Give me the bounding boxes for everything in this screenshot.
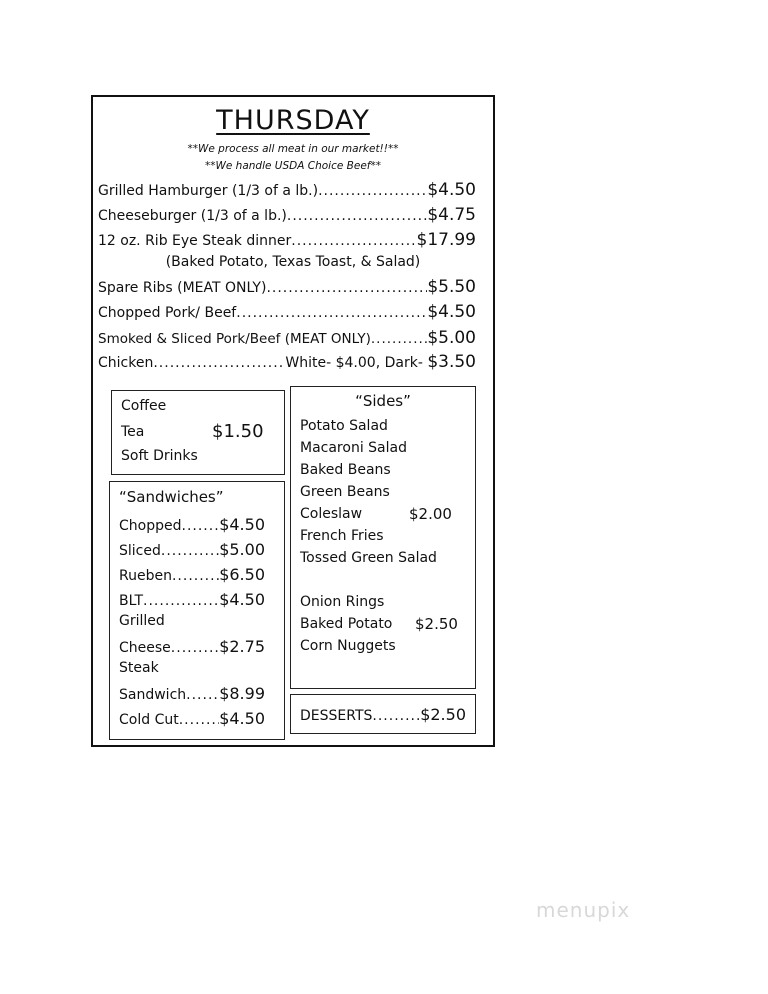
sides-box [290, 386, 476, 689]
item-price: $4.50 [427, 302, 476, 322]
side-item: Potato Salad [300, 418, 388, 434]
item-name: Cheese [119, 640, 171, 656]
item-price: $4.75 [427, 205, 476, 225]
note-usda: **We handle USDA Choice Beef** [205, 160, 381, 172]
sandwiches-box [109, 481, 285, 740]
sides-group1-price: $2.00 [409, 505, 452, 523]
item-name: Chopped [119, 518, 182, 534]
sandwich-item-line1: Steak [119, 660, 159, 676]
item-price: $8.99 [219, 684, 265, 703]
side-item: Baked Beans [300, 462, 391, 478]
item-name: Spare Ribs (MEAT ONLY) [98, 280, 267, 296]
item-name: Cheeseburger (1/3 of a lb.) [98, 208, 287, 224]
menu-frame [91, 95, 495, 747]
sandwich-item [119, 709, 265, 728]
watermark-logo: menupix [536, 898, 631, 922]
sandwich-item [119, 684, 265, 703]
item-price: $5.50 [427, 277, 476, 297]
sandwich-item [119, 540, 265, 559]
menu-item [98, 205, 476, 225]
item-name: Chopped Pork/ Beef [98, 305, 237, 321]
item-name: Sandwich [119, 687, 187, 703]
chicken-item [98, 352, 476, 372]
item-name: BLT [119, 593, 144, 609]
desserts-box [290, 694, 476, 734]
item-name: Grilled Hamburger (1/3 of a lb.) [98, 183, 319, 199]
item-name: Chicken [98, 355, 154, 371]
drink-tea: Tea [121, 424, 145, 440]
menu-title: THURSDAY [216, 105, 370, 136]
menu-item [98, 277, 476, 297]
sandwich-item [119, 515, 265, 534]
menu-item [98, 230, 476, 250]
side-item: Baked Potato [300, 616, 393, 632]
side-item: French Fries [300, 528, 384, 544]
item-name: Rueben [119, 568, 172, 584]
sandwich-item [119, 565, 265, 584]
steak-note: (Baked Potato, Texas Toast, & Salad) [165, 254, 421, 270]
drinks-price: $1.50 [212, 421, 264, 442]
item-name: Cold Cut [119, 712, 179, 728]
item-name: 12 oz. Rib Eye Steak dinner [98, 233, 292, 249]
side-item: Tossed Green Salad [300, 550, 437, 566]
side-item: Onion Rings [300, 594, 385, 610]
item-price: $17.99 [416, 230, 476, 250]
menu-item [98, 328, 476, 348]
sandwich-item [119, 590, 265, 609]
item-price: $2.50 [420, 705, 466, 724]
item-price: $4.50 [219, 709, 265, 728]
drink-coffee: Coffee [121, 398, 167, 414]
drink-soft: Soft Drinks [121, 448, 198, 464]
item-name: Sliced [119, 543, 161, 559]
item-price: $4.50 [219, 590, 265, 609]
chicken-white-price: White- $4.00, Dark- [285, 355, 423, 371]
note-process: **We process all meat in our market!!** [187, 143, 399, 155]
side-item: Green Beans [300, 484, 390, 500]
dessert-item [300, 705, 466, 724]
item-price: $2.75 [219, 637, 265, 656]
item-price: $5.00 [427, 328, 476, 348]
drinks-box [111, 390, 285, 475]
side-item: Corn Nuggets [300, 638, 396, 654]
sandwich-item [119, 637, 265, 656]
menu-item [98, 180, 476, 200]
chicken-dark-price: $3.50 [427, 352, 476, 372]
item-name: DESSERTS [300, 708, 373, 724]
item-name: Smoked & Sliced Pork/Beef (MEAT ONLY) [98, 331, 371, 347]
menu-item [98, 302, 476, 322]
sides-group2-price: $2.50 [415, 615, 458, 633]
sandwiches-heading: “Sandwiches” [119, 488, 224, 506]
item-price: $6.50 [219, 565, 265, 584]
item-price: $4.50 [427, 180, 476, 200]
side-item: Coleslaw [300, 506, 363, 522]
side-item: Macaroni Salad [300, 440, 407, 456]
item-price: $5.00 [219, 540, 265, 559]
item-price: $4.50 [219, 515, 265, 534]
sandwich-item-line1: Grilled [119, 613, 165, 629]
sides-heading: “Sides” [355, 392, 411, 410]
